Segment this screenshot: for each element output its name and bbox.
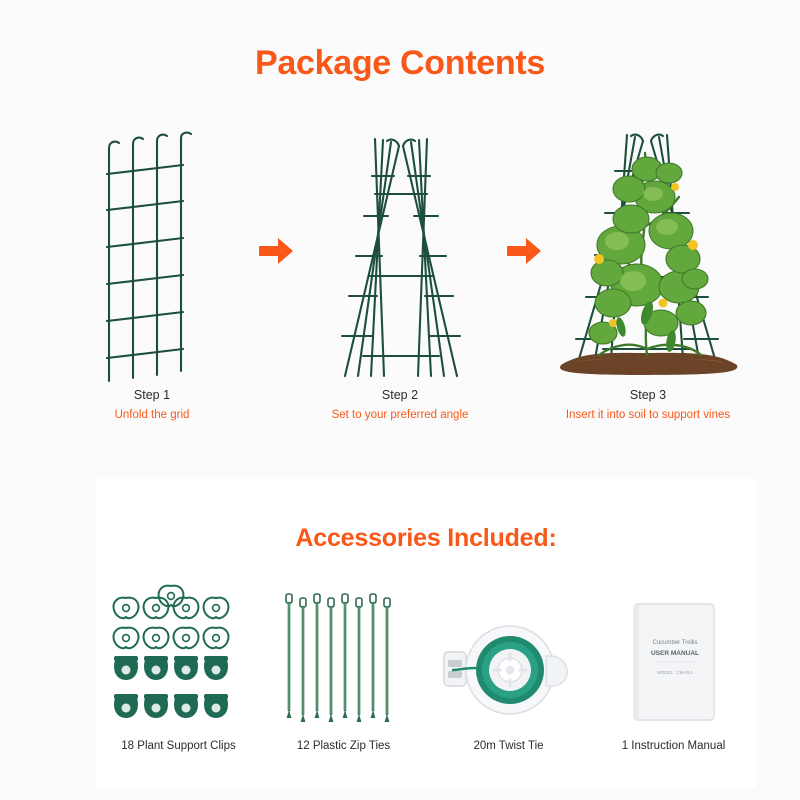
step-3 (548, 120, 748, 423)
folded-trellis-grid-icon (52, 120, 252, 382)
accessory-label: 18 Plant Support Clips (121, 740, 236, 752)
accessory-item-zip-ties (265, 576, 423, 752)
step-2 (300, 120, 500, 423)
arrow-right-icon (252, 120, 300, 382)
step-caption: Set to your preferred angle (331, 409, 469, 421)
accessory-item-manual (595, 576, 753, 752)
step-caption: Unfold the grid (114, 409, 190, 421)
arrow-right-icon (500, 120, 548, 382)
accessory-item-twist-tie (430, 576, 588, 752)
step-label: Step 3 (629, 388, 667, 402)
trellis-with-vines-in-soil-icon (548, 120, 748, 382)
accessories-card (96, 478, 756, 788)
step-caption: Insert it into soil to support vines (565, 409, 731, 421)
plant-support-clips-icon (104, 576, 254, 726)
manual-title: Cucumber Trellis (651, 640, 698, 646)
manual-subtitle: USER MANUAL (650, 650, 699, 657)
accessory-label: 12 Plastic Zip Ties (296, 740, 391, 752)
twist-tie-spool-icon (434, 576, 584, 726)
steps-band (0, 120, 800, 460)
accessory-label: 20m Twist Tie (473, 740, 544, 752)
step-label: Step 2 (381, 388, 419, 402)
step-label: Step 1 (133, 388, 171, 402)
page-title: Package Contents (255, 44, 545, 82)
accessories-title: Accessories Included: (295, 524, 557, 552)
a-frame-trellis-icon (300, 120, 500, 382)
accessory-item-clips (100, 576, 258, 752)
plastic-zip-ties-icon (279, 576, 409, 726)
accessories-row (96, 576, 756, 752)
accessory-label: 1 Instruction Manual (621, 740, 726, 752)
instruction-manual-icon (626, 576, 722, 726)
manual-footnote: MODEL : CM-01A (656, 670, 693, 675)
step-1 (52, 120, 252, 423)
